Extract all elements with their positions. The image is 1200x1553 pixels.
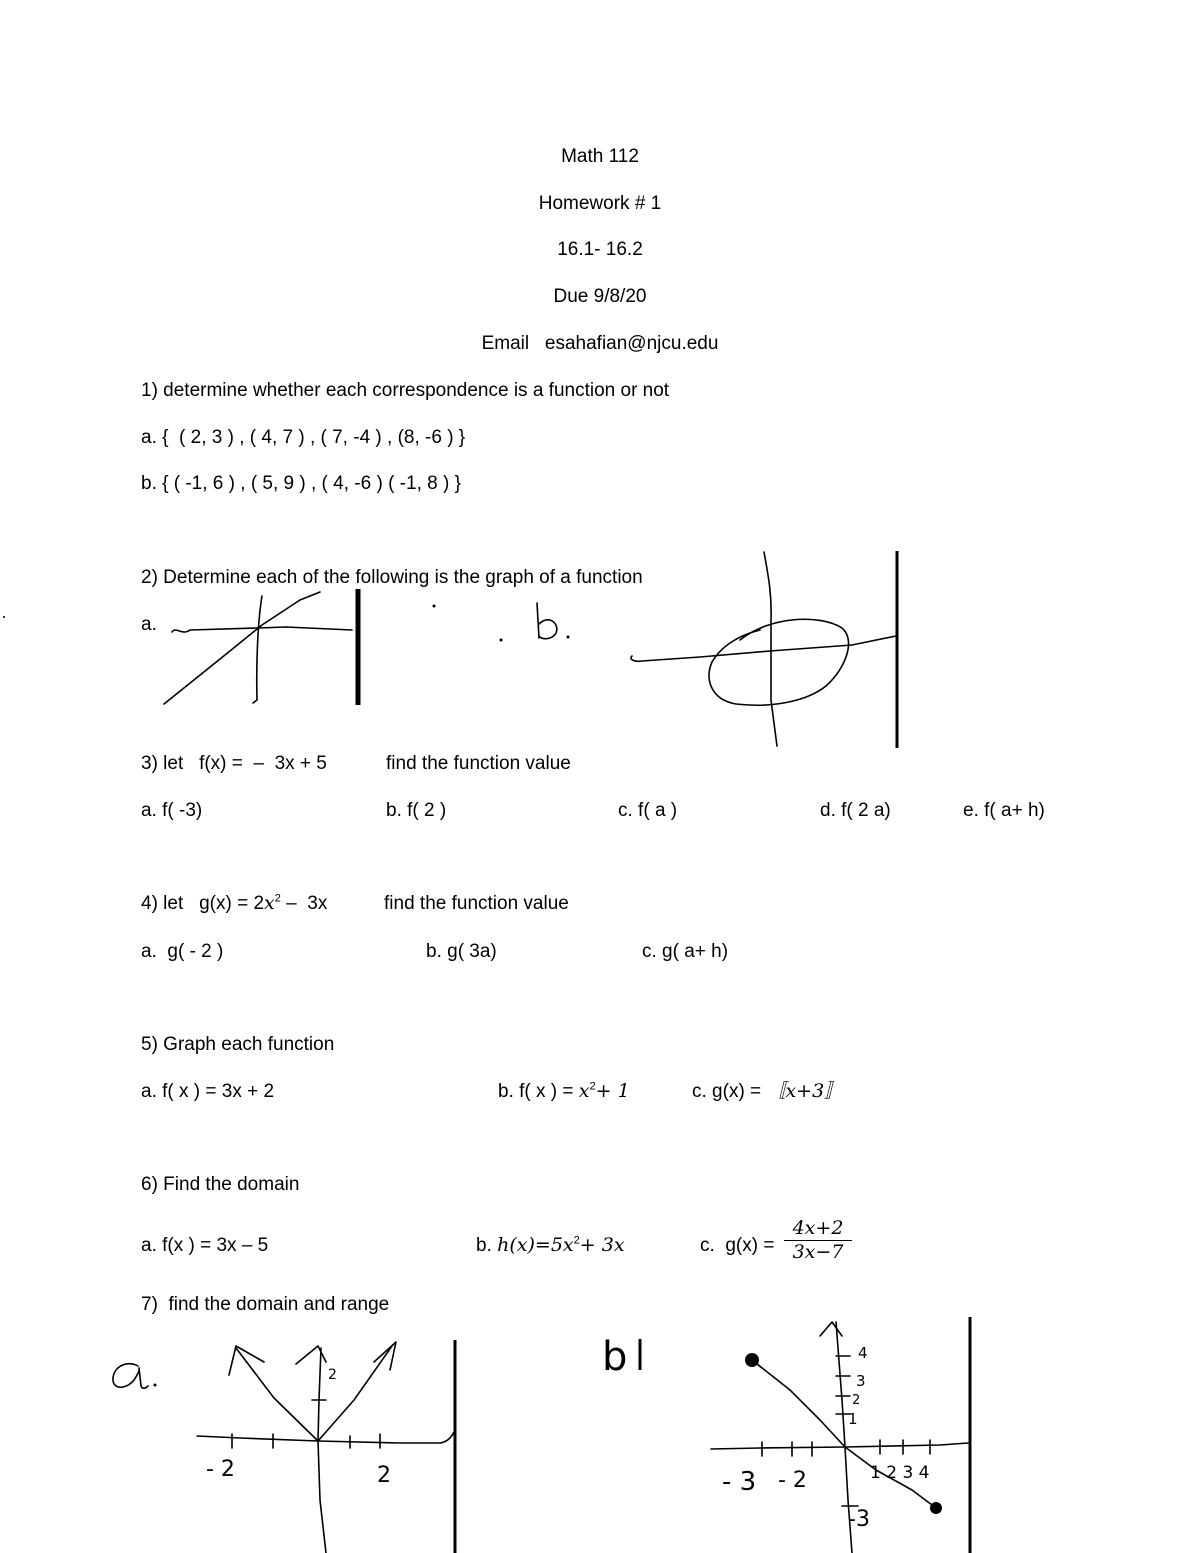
q5-c-expr: 〚x+3〛 [766,1080,844,1102]
q2b-vertical-axis [764,552,777,746]
q7a-dot [154,1384,157,1387]
q7b-y-arrow [820,1322,842,1336]
q2a-horizontal-axis [172,627,352,632]
stray-mark [3,616,5,618]
q7b-tick-y3: 3 [856,1372,866,1390]
q6-b-prefix: b. [476,1235,498,1256]
q3-prompt: 3) let f(x) = – 3x + 5 [141,753,327,774]
q4-prompt-tail: – 3x [280,893,328,914]
q7b-tick-xm3: - 3 [722,1467,757,1497]
q2-graph-a [164,589,358,705]
q3-instruction: find the function value [386,753,571,774]
q7a-tick-y2: 2 [328,1367,337,1383]
q5-b-var: x [578,1080,590,1102]
q7b-tick-y1: 1 [848,1410,858,1428]
q4-prompt-lead: 4) let g(x) = 2 [141,893,265,914]
due-date: Due 9/8/20 [553,286,647,307]
q2-graph-b [631,551,897,748]
q4-exponent: 2 [274,892,281,905]
q6-b-h: h [497,1234,510,1256]
q5-c-prefix: c. g(x) = [692,1081,767,1102]
q1-prompt: 1) determine whether each correspondence is a function or not [141,380,670,401]
q5-b-exponent: 2 [589,1080,596,1093]
q7b-endpoint-left [745,1353,759,1367]
q7a-right-branch [318,1346,392,1441]
q7a-letter [113,1364,148,1389]
email-line: Email esahafian@njcu.edu [481,333,719,354]
q7b-tick-y2: 2 [852,1393,861,1408]
q7b-tick-y4: 4 [858,1344,868,1362]
q7a-left-branch [236,1348,318,1441]
q7b-endpoint-right [930,1502,942,1514]
q1-item-b: b. { ( -1, 6 ) , ( 5, 9 ) , ( 4, -6 ) ( -1, 8 ) } [141,473,461,494]
q7a-y-axis [318,1348,326,1553]
q6-item-a: a. f(x ) = 3x – 5 [141,1235,269,1256]
q2b-ellipse [709,619,849,705]
q2-label-a: a. [141,614,157,635]
q7a-tick-xm2: - 2 [206,1457,235,1482]
q6-b-mid: (x)=5x [509,1234,574,1256]
q7-prompt: 7) find the domain and range [141,1294,390,1315]
q5-b-tail: + 1 [595,1080,630,1102]
q6-item-c: c. g(x) = [700,1235,780,1256]
q6-c-denominator: 3x−7 [792,1241,844,1263]
q6-b-exponent: 2 [573,1234,580,1247]
q4-item-b: b. g( 3a) [426,941,497,962]
q1-item-a: a. { ( 2, 3 ) , ( 4, 7 ) , ( 7, -4 ) , (8, -6 ) } [141,427,466,448]
q2b-horizontal-axis [631,636,896,661]
course-title: Math 112 [561,146,639,167]
q2-label-b [537,603,570,639]
q2-dot-2 [500,639,503,642]
q4-instruction: find the function value [384,893,569,914]
q2b-dot [567,636,570,639]
q7-graph-b [711,1317,970,1553]
q2-dot-1 [433,605,436,608]
q4-item-a: a. g( - 2 ) [141,941,224,962]
q7b-letter: b [602,1334,628,1380]
q7b-tick-xm2: - 2 [778,1468,807,1493]
q7b-tick-x-pos: 1 2 3 4 [870,1463,930,1483]
q6-c-numerator: 4x+2 [784,1219,852,1241]
q4-item-c: c. g( a+ h) [642,941,729,962]
q6-prompt: 6) Find the domain [141,1174,300,1195]
q3-item-c: c. f( a ) [618,800,678,821]
q2a-line [164,592,320,704]
q3-item-d: d. f( 2 a) [820,800,891,821]
q7b-tick-ym3: -3 [848,1507,870,1532]
q6-b-tail: + 3x [579,1234,625,1256]
q3-item-e: e. f( a+ h) [963,800,1045,821]
homework-title: Homework # 1 [538,193,662,214]
sections-line: 16.1- 16.2 [557,239,643,260]
q5-item-a: a. f( x ) = 3x + 2 [141,1081,275,1102]
q7a-tick-x2: 2 [377,1463,391,1488]
q7-label-a [113,1364,157,1389]
q3-item-b: b. f( 2 ) [386,800,447,821]
q5-prompt: 5) Graph each function [141,1034,335,1055]
q4-var-x: x [264,892,275,914]
q7-label-b [602,1334,640,1380]
q3-item-a: a. f( -3) [141,800,203,821]
q2-prompt: 2) Determine each of the following is the graph of a function [141,567,643,588]
q7-graph-a [197,1340,455,1553]
q2b-letter [537,603,557,639]
q2a-vertical-axis [253,596,262,703]
q5-b-prefix: b. f( x ) = [498,1081,579,1102]
